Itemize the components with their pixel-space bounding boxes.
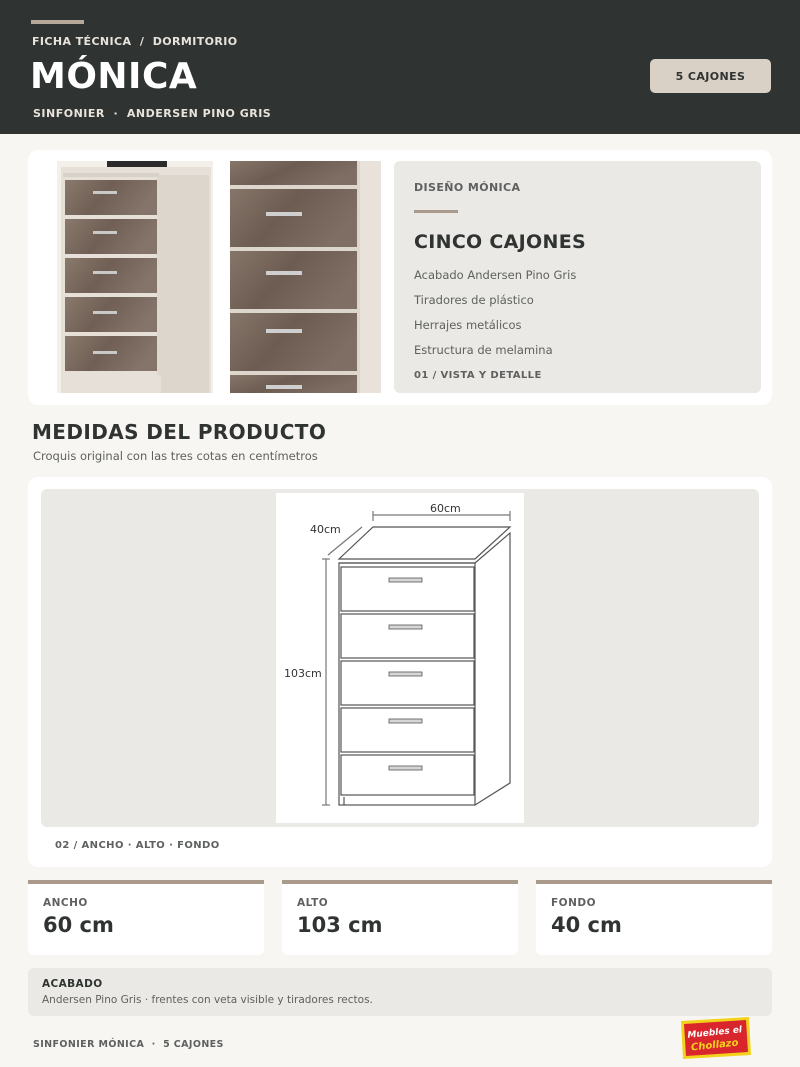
design-heading: CINCO CAJONES (414, 231, 586, 253)
measure-value: 60 cm (43, 913, 114, 937)
view-detail-tag: 01 / VISTA Y DETALLE (414, 370, 542, 381)
page-title: MÓNICA (30, 56, 198, 97)
measure-value: 40 cm (551, 913, 622, 937)
section-title: MEDIDAS DEL PRODUCTO (32, 420, 327, 444)
measure-label: ALTO (297, 897, 329, 909)
header-bar (0, 0, 800, 134)
header-accent-rule (31, 20, 84, 24)
breadcrumb: FICHA TÉCNICA / DORMITORIO (32, 35, 238, 48)
width-label: 60cm (430, 502, 461, 515)
drawer-count-badge: 5 CAJONES (650, 59, 771, 93)
measure-card-depth (536, 880, 772, 955)
brand-logo (677, 1015, 753, 1061)
measure-card-width (28, 880, 264, 955)
product-subtitle: SINFONIER · ANDERSEN PINO GRIS (33, 107, 272, 120)
finish-text: Andersen Pino Gris · frentes con veta visible y tiradores rectos. (42, 994, 373, 1006)
feature-item: Tiradores de plástico (414, 293, 534, 307)
brand-logo-mark (677, 1015, 753, 1061)
depth-label: 40cm (310, 523, 341, 536)
dimensions-tag: 02 / ANCHO · ALTO · FONDO (55, 840, 220, 851)
product-photo-detail (230, 161, 381, 393)
logo-line-2: Chollazo (690, 1037, 739, 1054)
logo-line-1: Muebles el (687, 1025, 743, 1041)
design-kicker: DISEÑO MÓNICA (414, 181, 521, 194)
finish-label: ACABADO (42, 978, 103, 990)
design-info-panel (394, 161, 761, 393)
chest-detail-illustration (230, 161, 381, 393)
chest-full-illustration (57, 161, 213, 393)
measure-label: ANCHO (43, 897, 88, 909)
design-accent-rule (414, 210, 458, 213)
feature-item: Acabado Andersen Pino Gris (414, 268, 577, 282)
sketch-drawing (276, 493, 524, 823)
product-photo-full (57, 161, 213, 393)
product-card (28, 150, 772, 405)
measure-label: FONDO (551, 897, 597, 909)
finish-note (28, 968, 772, 1016)
feature-list (414, 268, 576, 368)
dimension-sketch (276, 493, 524, 823)
measure-card-height (282, 880, 518, 955)
height-label: 103cm (284, 667, 322, 680)
feature-item: Estructura de melamina (414, 343, 553, 357)
measure-value: 103 cm (297, 913, 383, 937)
footer-caption: SINFONIER MÓNICA · 5 CAJONES (33, 1039, 224, 1050)
section-subtitle: Croquis original con las tres cotas en centímetros (33, 449, 318, 463)
feature-item: Herrajes metálicos (414, 318, 522, 332)
sketch-card (28, 477, 772, 867)
